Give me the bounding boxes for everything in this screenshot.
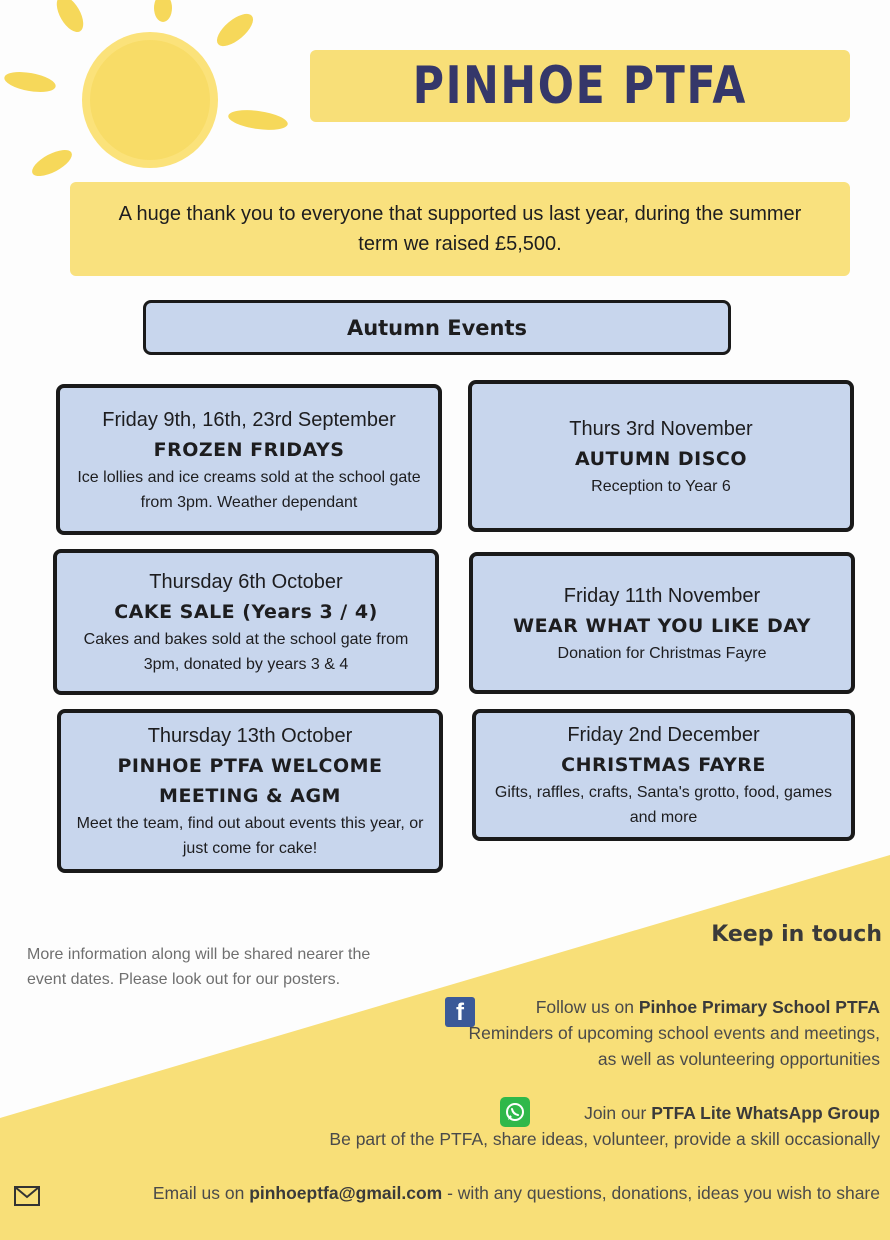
event-card [57, 709, 443, 873]
event-date: Friday 11th November [563, 584, 761, 607]
event-date: Thursday 13th October [147, 725, 353, 747]
event-name: WEAR WHAT YOU LIKE DAY [513, 614, 811, 637]
whatsapp-line [584, 1103, 880, 1124]
event-date: Thursday 6th October [149, 571, 343, 593]
email-address-link[interactable]: pinhoeptfa@gmail.com [249, 1183, 443, 1203]
facebook-reminders-text: Reminders of upcoming school events and meetings, [468, 1023, 880, 1043]
facebook-prefix: Follow us on [535, 997, 634, 1017]
event-name: FROZEN FRIDAYS [153, 438, 345, 461]
event-description: Ice lollies and ice creams sold at the school gate from 3pm. Weather dependant [77, 468, 421, 511]
keep-in-touch-heading: Keep in touch [711, 922, 882, 947]
event-date: Friday 2nd December [567, 724, 760, 746]
event-card [469, 552, 855, 694]
event-card [468, 380, 854, 532]
event-name: CHRISTMAS FAYRE [561, 754, 766, 776]
event-date: Friday 9th, 16th, 23rd September [102, 408, 396, 431]
whatsapp-icon[interactable] [500, 1097, 530, 1127]
event-description: Gifts, raffles, crafts, Santa's grotto, food, games and more [494, 784, 833, 826]
mail-icon [13, 1185, 41, 1207]
section-title: Autumn Events [143, 300, 731, 355]
event-card [53, 549, 439, 695]
facebook-icon[interactable]: f [445, 997, 475, 1027]
sun-illustration [0, 0, 300, 200]
whatsapp-description: Be part of the PTFA, share ideas, volunteer, provide a skill occasionally [329, 1129, 880, 1149]
email-prefix: Email us on [152, 1183, 245, 1203]
event-name: PINHOE PTFA WELCOME MEETING & AGM [117, 755, 383, 807]
event-date: Thurs 3rd November [569, 417, 753, 440]
email-line [153, 1183, 880, 1204]
event-description: Donation for Christmas Fayre [557, 644, 767, 662]
page-title: PINHOE PTFA [412, 56, 748, 116]
thank-you-banner: A huge thank you to everyone that supported us last year, during the summer term we raised £5,500. [70, 182, 850, 276]
event-card [56, 384, 442, 535]
facebook-page-link[interactable]: Pinhoe Primary School PTFA [638, 997, 880, 1017]
facebook-line [536, 997, 880, 1018]
event-card [472, 709, 855, 841]
event-description: Meet the team, find out about events this year, or just come for cake! [76, 815, 424, 857]
event-description: Reception to Year 6 [591, 477, 731, 495]
event-description: Cakes and bakes sold at the school gate from 3pm, donated by years 3 & 4 [83, 631, 409, 673]
email-suffix: - with any questions, donations, ideas you wish to share [447, 1183, 880, 1203]
event-name: AUTUMN DISCO [575, 447, 747, 470]
facebook-volunteering-text: as well as volunteering opportunities [597, 1049, 880, 1069]
whatsapp-prefix: Join our [584, 1103, 647, 1123]
event-name: CAKE SALE (Years 3 / 4) [114, 601, 378, 623]
more-info-note: More information along will be shared nearer the event dates. Please look out for our posters. [27, 946, 371, 988]
whatsapp-group-link[interactable]: PTFA Lite WhatsApp Group [651, 1103, 880, 1123]
title-banner [310, 50, 850, 122]
